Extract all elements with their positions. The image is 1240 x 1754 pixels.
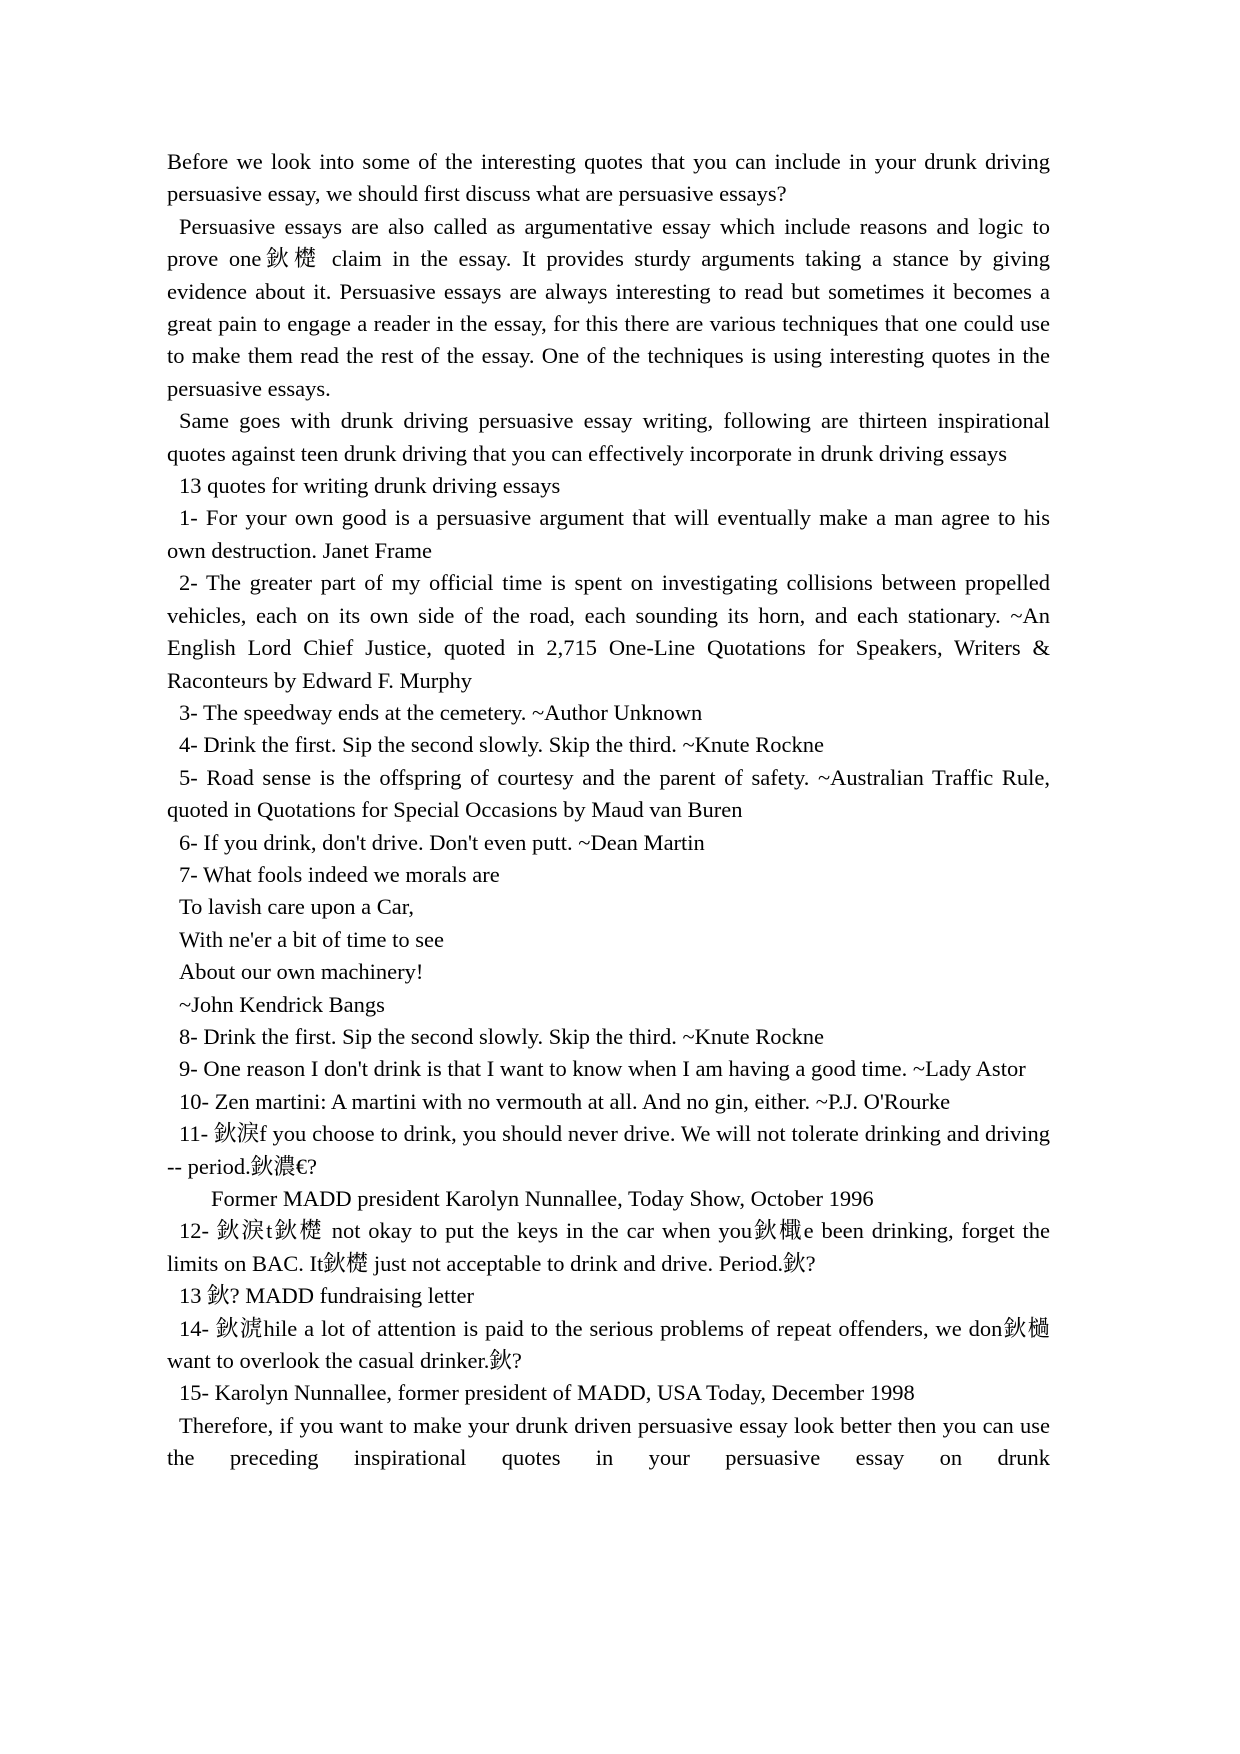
quote-6: 6- If you drink, don't drive. Don't even putt. ~Dean Martin (179, 829, 705, 855)
closing-paragraph: Therefore, if you want to make your drunk driven persuasive essay look better then you can use the preceding inspirational quotes in your persuasive essay on drunk (167, 1412, 1050, 1471)
intro-paragraph: Before we look into some of the interesting quotes that you can include in your drunk driving persuasive essay, we should first discuss what are persuasive essays? (167, 149, 1050, 207)
quote-5: 5- Road sense is the offspring of courtesy and the parent of safety. ~Australian Traffic Rule, quoted in Quotations for Special Occasions by Maud van Buren (167, 764, 1050, 823)
quote-11: 11- 鈥淚f you choose to drink, you should never drive. We will not tolerate drinking and driving -- period.鈥濃€? (167, 1121, 1050, 1179)
quote-7-attribution: ~John Kendrick Bangs (179, 991, 385, 1017)
quote-13: 13 鈥? MADD fundraising letter (179, 1283, 474, 1309)
quote-1: 1- For your own good is a persuasive argument that will eventually make a man agree to his own destruction. Janet Frame (167, 505, 1050, 563)
quote-11-attribution: Former MADD president Karolyn Nunnallee, Today Show, October 1996 (211, 1186, 874, 1211)
quote-12: 12- 鈥淚t鈥檚 not okay to put the keys in the car when you鈥檝e been drinking, forget the limits on BAC. It鈥檚 just not acceptable to drink and drive. Period.鈥? (167, 1218, 1050, 1276)
quote-15: 15- Karolyn Nunnallee, former president of MADD, USA Today, December 1998 (179, 1380, 915, 1406)
quote-14: 14- 鈥淲hile a lot of attention is paid to the serious problems of repeat offenders, we don鈥檛 want to overlook the casual drinker.鈥? (167, 1315, 1050, 1374)
quote-2: 2- The greater part of my official time is spent on investigating collisions between propelled vehicles, each on its own side of the road, each sounding its horn, and each stationary. ~An English Lord Chief Justice, quoted in 2,715 One-Line Quotations for Speakers, Writers & Raconteurs by Edward F. Murphy (167, 570, 1050, 693)
quotes-list-heading: 13 quotes for writing drunk driving essays (179, 473, 561, 499)
quote-7-line-1: 7- What fools indeed we morals are (179, 861, 500, 887)
quote-3: 3- The speedway ends at the cemetery. ~Author Unknown (179, 699, 703, 725)
quote-7-line-4: About our own machinery! (179, 959, 424, 985)
document-text-block (167, 146, 1050, 1475)
quote-9: 9- One reason I don't drink is that I want to know when I am having a good time. ~Lady Astor (179, 1056, 1026, 1082)
quote-7-line-3: With ne'er a bit of time to see (179, 926, 444, 952)
quote-8: 8- Drink the first. Sip the second slowly. Skip the third. ~Knute Rockne (179, 1023, 825, 1049)
persuasive-essays-paragraph: Persuasive essays are also called as argumentative essay which include reasons and logic to prove one鈥檚 claim in the essay. It provides sturdy arguments taking a stance by giving evidence about it. Persuasive essays are always interesting to read but sometimes it becomes a great pain to engage a reader in the essay, for this there are various techniques that one could use to make them read the rest of the essay. One of the techniques is using interesting quotes in the persuasive essays. (167, 213, 1050, 401)
same-goes-paragraph: Same goes with drunk driving persuasive essay writing, following are thirteen inspirational quotes against teen drunk driving that you can effectively incorporate in drunk driving essays (167, 408, 1050, 466)
quote-7-line-2: To lavish care upon a Car, (179, 894, 414, 920)
quote-4: 4- Drink the first. Sip the second slowly. Skip the third. ~Knute Rockne (179, 732, 825, 758)
quote-10: 10- Zen martini: A martini with no vermouth at all. And no gin, either. ~P.J. O'Rourke (179, 1088, 951, 1114)
